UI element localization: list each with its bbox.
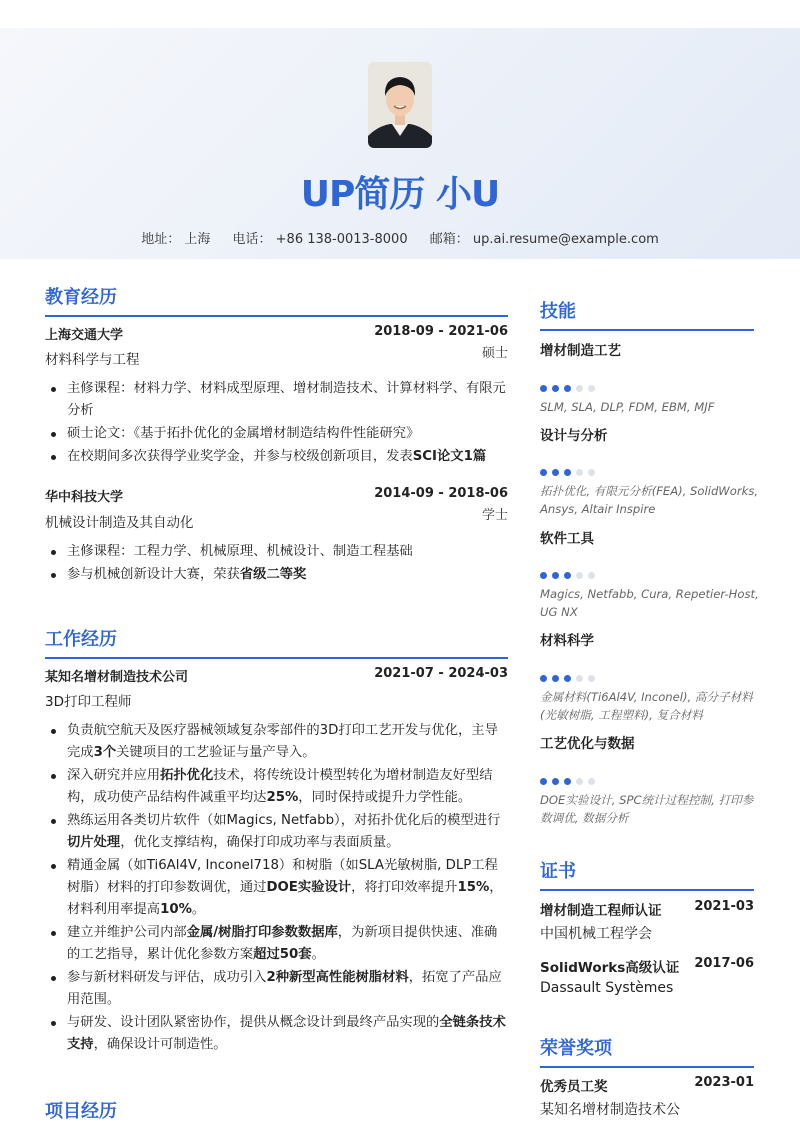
cert-name: SolidWorks高级认证 [540, 960, 680, 976]
edu-date: 2018-09 - 2021-06 [374, 324, 508, 339]
section-education [45, 283, 508, 317]
list-item: 负责航空航天及医疗器械领域复杂零部件的3D打印工艺开发与优化，主导完成3个关键项目的工艺验证与量产导入。 [45, 720, 508, 764]
phone-item [233, 232, 408, 247]
work-bullets [45, 720, 508, 1057]
section-title: 证书 [540, 861, 576, 882]
address-item [141, 232, 210, 247]
honor-date: 2023-01 [694, 1075, 754, 1090]
skill-name: 增材制造工艺 [540, 343, 621, 359]
edu-major: 材料科学与工程 [45, 352, 140, 368]
skill-2 [540, 424, 760, 444]
section-honors [540, 1034, 754, 1068]
edu-date: 2014-09 - 2018-06 [374, 486, 508, 501]
skill-desc: 金属材料(Ti6Al4V, Inconel), 高分子材料(光敏树脂, 工程塑料), 复合材料 [540, 690, 753, 722]
list-item: 熟练运用各类切片软件（如Magics, Netfabb），对拓扑优化后的模型进行切片处理，优化支撑结构，确保打印成功率与表面质量。 [45, 810, 508, 854]
edu-degree: 学士 [481, 508, 508, 523]
skill-desc: Magics, Netfabb, Cura, Repetier-Host, UG NX [540, 587, 759, 619]
school-name: 上海交通大学 [45, 328, 124, 343]
cert-date: 2017-06 [694, 956, 754, 971]
section-title: 荣誉奖项 [540, 1038, 612, 1059]
skill-name: 设计与分析 [540, 428, 608, 444]
skill-desc: 拓扑优化, 有限元分析(FEA), SolidWorks, Ansys, Altair Inspire [540, 484, 759, 516]
section-certs [540, 857, 754, 891]
address-value: 上海 [184, 232, 211, 247]
honor-1 [540, 1075, 754, 1095]
section-title: 工作经历 [45, 629, 117, 650]
list-item: 建立并维护公司内部金属/树脂打印参数数据库，为新项目提供快速、准确的工艺指导，累计优化参数方案超过50套。 [45, 922, 508, 966]
list-item: 主修课程：工程力学、机械原理、机械设计、制造工程基础 [45, 541, 508, 563]
edu-2-header [45, 486, 508, 505]
profile-photo [368, 62, 432, 148]
section-project [45, 1097, 508, 1129]
list-item: 硕士论文：《基于拓扑优化的金属增材制造结构件性能研究》 [45, 423, 508, 445]
skill-name: 软件工具 [540, 531, 594, 547]
phone-value: +86 138-0013-8000 [275, 232, 408, 247]
list-item: 参与机械创新设计大赛，荣获省级二等奖 [45, 564, 508, 586]
list-item: 深入研究并应用拓扑优化技术，将传统设计模型转化为增材制造友好型结构，成功使产品结构件减重平均达25%，同时保持或提升力学性能。 [45, 765, 508, 809]
cert-name: 增材制造工程师认证 [540, 903, 662, 919]
company-name: 某知名增材制造技术公司 [45, 670, 189, 685]
edu-1-header [45, 324, 508, 343]
job-title: 3D打印工程师 [45, 694, 132, 710]
skill-level [540, 377, 600, 385]
skill-name: 工艺优化与数据 [540, 736, 635, 752]
section-title: 项目经历 [45, 1101, 117, 1122]
skill-level [540, 667, 600, 675]
cert-org: Dassault Systèmes [540, 980, 674, 996]
honor-name: 优秀员工奖 [540, 1079, 608, 1095]
cert-2 [540, 956, 754, 976]
skill-1 [540, 339, 760, 359]
email-label: 邮箱： [429, 232, 469, 247]
section-title: 教育经历 [45, 287, 117, 308]
list-item: 与研发、设计团队紧密协作，提供从概念设计到最终产品实现的全链条技术支持，确保设计可制造性。 [45, 1012, 508, 1056]
phone-label: 电话： [232, 232, 272, 247]
section-skills [540, 297, 754, 331]
list-item: 主修课程：材料力学、材料成型原理、增材制造技术、计算材料学、有限元分析 [45, 378, 508, 422]
cert-org: 中国机械工程学会 [540, 926, 652, 942]
skill-3 [540, 527, 760, 547]
list-item: 参与新材料研发与评估，成功引入2种新型高性能树脂材料，拓宽了产品应用范围。 [45, 967, 508, 1011]
list-item: 在校期间多次获得学业奖学金，并参与校级创新项目，发表SCI论文1篇 [45, 446, 508, 468]
cert-1 [540, 899, 754, 919]
school-name: 华中科技大学 [45, 490, 124, 505]
edu-degree: 硕士 [481, 346, 508, 361]
skill-level [540, 770, 600, 778]
candidate-name: UP简历 小U [300, 174, 500, 215]
edu-major: 机械设计制造及其自动化 [45, 515, 194, 531]
section-work [45, 625, 508, 659]
email-item [430, 232, 659, 247]
section-title: 技能 [540, 301, 576, 322]
skill-desc: DOE实验设计, SPC统计过程控制, 打印参数调优, 数据分析 [540, 793, 754, 825]
list-item: 精通金属（如Ti6Al4V, Inconel718）和树脂（如SLA光敏树脂, DLP工程树脂）材料的打印参数调优，通过DOE实验设计，将打印效率提升15%，材料利用率提高10%。 [45, 855, 508, 921]
email-value: up.ai.resume@example.com [472, 232, 659, 247]
skill-level [540, 564, 600, 572]
edu-2-bullets [45, 541, 508, 587]
skill-name: 材料科学 [540, 633, 594, 649]
skill-4 [540, 629, 760, 649]
skill-5 [540, 732, 760, 752]
address-label: 地址： [141, 232, 181, 247]
work-header [45, 666, 508, 685]
honor-org: 某知名增材制造技术公 [540, 1102, 680, 1118]
edu-1-bullets [45, 378, 508, 469]
skill-desc: SLM, SLA, DLP, FDM, EBM, MJF [540, 400, 715, 414]
cert-date: 2021-03 [694, 899, 754, 914]
contact-info [0, 228, 800, 247]
work-date: 2021-07 - 2024-03 [374, 666, 508, 681]
skill-level [540, 461, 600, 469]
